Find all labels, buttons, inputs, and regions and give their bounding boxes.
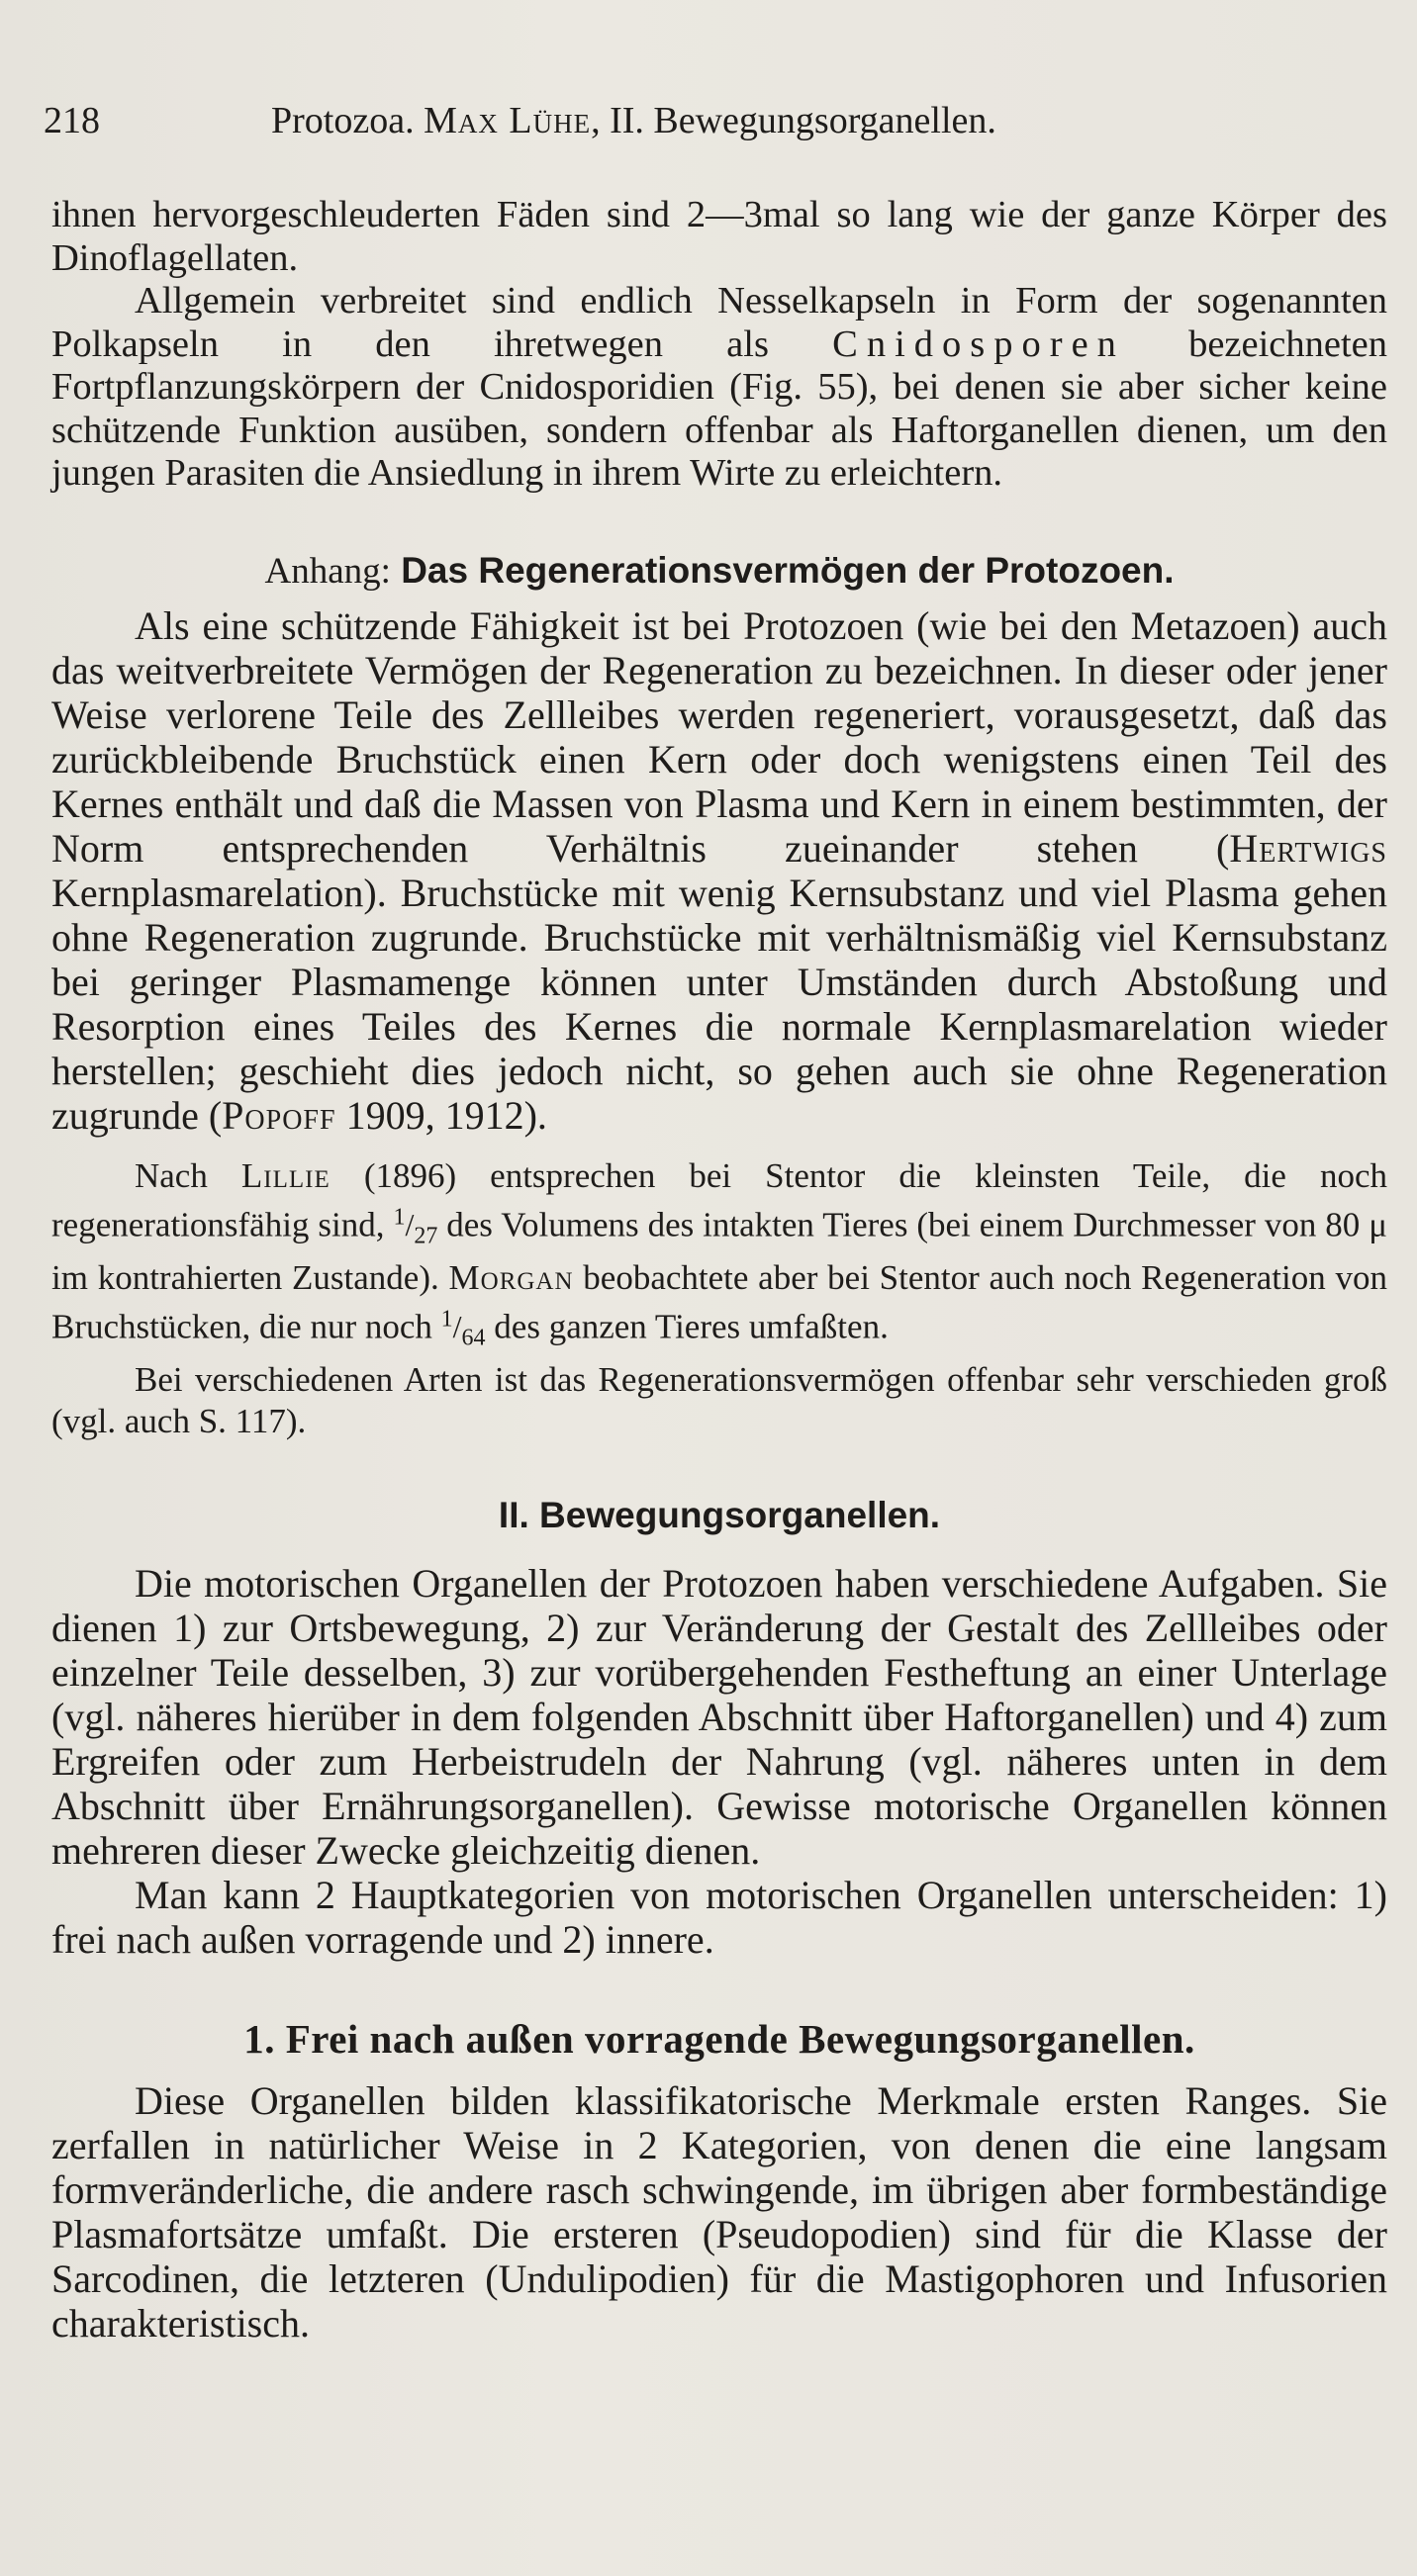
fraction-numerator: 1 <box>440 1306 453 1333</box>
paragraph-arten: Bei verschiedenen Arten ist das Regenerationsvermögen offenbar sehr verschieden groß (vgl. auch S. 117). <box>51 1359 1387 1440</box>
fraction: $^1/_{64}$ <box>440 1306 486 1351</box>
heading-title: Das Regenerationsvermögen der Protozoen. <box>401 549 1175 591</box>
author-citation: Hertwigs <box>1229 825 1387 871</box>
paragraph-hauptkategorien: Man kann 2 Hauptkategorien von motorischen Organellen unterscheiden: 1) frei nach außen vorragende und 2) innere. <box>51 1872 1387 1962</box>
fraction-denominator: 27 <box>414 1223 438 1249</box>
running-title-suffix: , II. Bewegungsorganellen. <box>591 100 996 141</box>
text-fragment: Nach <box>135 1155 208 1195</box>
author-citation: Morgan <box>448 1257 574 1297</box>
fraction-numerator: 1 <box>393 1204 406 1231</box>
section-heading-anhang <box>51 549 1387 594</box>
text-fragment: des ganzen Tieres umfaßten. <box>485 1307 889 1346</box>
section-heading-bewegungsorganellen: II. Bewegungsorganellen. <box>498 1494 941 1535</box>
fraction-denominator: 64 <box>461 1325 486 1351</box>
spaced-term: Cnidosporen <box>832 322 1125 365</box>
paragraph-lillie <box>51 1155 1387 1359</box>
page-body <box>51 194 1387 2346</box>
text-fragment: Kernplasmarelation). Bruchstücke mit wenig Kernsubstanz und viel Plasma gehen ohne Regeneration zugrunde. Bruchstücke mit verhältnismäßig viel Kernsubstanz bei geringer Plasmamenge können unter Umständen durch Abstoßung und Resorption eines Teiles des Kernes die normale Kernplasmarelation wieder herstellen; geschieht dies jedoch nicht, so gehen auch sie ohne Regeneration zugrunde ( <box>51 870 1387 1138</box>
paragraph-nesselkapseln <box>51 280 1387 496</box>
heading-prefix: Anhang: <box>264 550 391 592</box>
section-heading-frei: 1. Frei nach außen vorragende Bewegungsorganellen. <box>243 2015 1195 2062</box>
paragraph-organellen-klassifikation: Diese Organellen bilden klassifikatorische Merkmale ersten Ranges. Sie zerfallen in natürlicher Weise in 2 Kategorien, von denen die eine langsam formveränderliche, die andere rasch schwingende, im übrigen aber formbeständige Plasmafortsätze umfaßt. Die ersteren (Pseudopodien) sind für die Klasse der Sarcodinen, die letzteren (Undulipodien) für die Mastigophoren und Infusorien charakteristisch. <box>51 2077 1387 2346</box>
text-fragment: Allgemein verbreitet sind endlich Nesselkapseln in Form der sogenannten Polkapseln in den ihretwegen als <box>51 280 1387 365</box>
paragraph-motorische-organellen: Die motorischen Organellen der Protozoen haben verschiedene Aufgaben. Sie dienen 1) zur Ortsbewegung, 2) zur Veränderung der Gestalt des Zellleibes oder einzelner Teile desselben, 3) zur vorübergehenden Festheftung an einer Unterlage (vgl. näheres hierüber in dem folgenden Abschnitt über Haftorganellen) und 4) zum Ergreifen oder zum Herbeistrudeln der Nahrung (vgl. näheres unten in dem Abschnitt über Ernährungsorganellen). Gewisse motorische Organellen können mehreren dieser Zwecke gleichzeitig dienen. <box>51 1560 1387 1873</box>
text-fragment: (1896) entsprechen bei Stentor die kleinsten Teile, die noch regenerationsfähig sind, <box>51 1155 1388 1244</box>
fraction: $^1/_{27}$ <box>393 1204 438 1249</box>
paragraph-regeneration <box>51 603 1387 1138</box>
author-citation: Popoff <box>222 1092 336 1138</box>
running-title-prefix: Protozoa. <box>271 100 415 141</box>
author-citation: Lillie <box>240 1155 331 1195</box>
text-fragment: Als eine schützende Fähigkeit ist bei Protozoen (wie bei den Metazoen) auch das weitverbreitete Vermögen der Regeneration zu bezeichnen. In dieser oder jener Weise verlorene Teile des Zellleibes werden regeneriert, vorausgesetzt, daß das zurückbleibende Bruchstück einen Kern oder doch wenigstens einen Teil des Kernes enthält und daß die Massen von Plasma und Kern in einem bestimmten, der Norm entsprechenden Verhältnis zueinander stehen ( <box>51 602 1387 871</box>
page-number: 218 <box>44 100 100 141</box>
running-header <box>44 97 1370 144</box>
text-fragment: beobachtete aber bei Stentor auch noch Regeneration von Bruchstücken, die nur noch <box>51 1257 1388 1346</box>
text-fragment: des Volumens des intakten Tieres (bei einem Durchmesser von 80 μ im kontrahierten Zustande). <box>51 1205 1387 1297</box>
text-fragment: bezeichneten Fortpflanzungskörpern der Cnidosporidien (Fig. 55), bei denen sie aber sicher keine schützende Funktion ausüben, sondern offenbar als Haftorganellen dienen, um den jungen Parasiten die Ansiedlung in ihrem Wirte zu erleichtern. <box>51 322 1388 494</box>
text-fragment: 1909, 1912). <box>335 1092 547 1138</box>
author-name: Max Lühe <box>424 100 592 141</box>
paragraph-continuation: ihnen hervorgeschleuderten Fäden sind 2—3mal so lang wie der ganze Körper des Dinoflagellaten. <box>51 194 1387 279</box>
